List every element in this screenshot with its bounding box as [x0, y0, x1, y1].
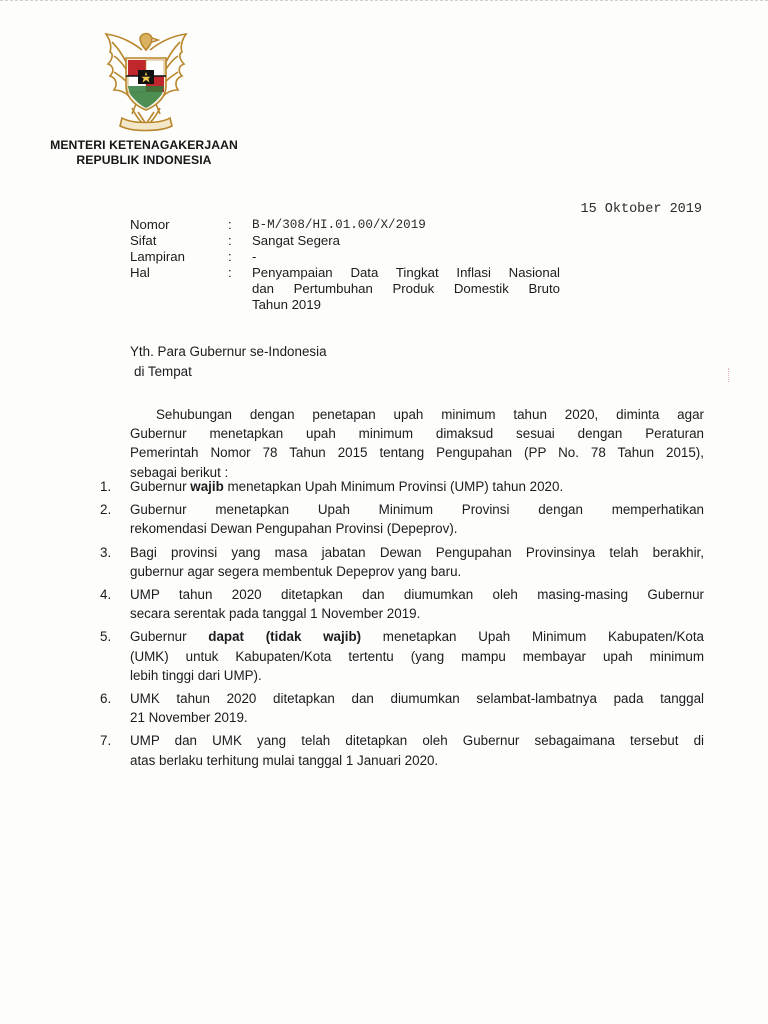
list-item-number: 7. [100, 733, 112, 749]
list-item-line: lebih tinggi dari UMP). [130, 667, 262, 683]
lampiran-label: Lampiran [130, 249, 185, 264]
hal-line: dan Pertumbuhan Produk Domestik Bruto [252, 281, 560, 296]
meta-row-nomor [130, 217, 570, 233]
garuda-emblem-icon [92, 28, 200, 134]
text-run: Gubernur [130, 629, 209, 645]
list-item-line: UMK tahun 2020 ditetapkan dan diumumkan selambat-lambatnya pada tanggal [130, 691, 704, 707]
sifat-label: Sifat [130, 233, 157, 248]
text-run: Gubernur [130, 479, 191, 494]
emphasis-text: wajib [190, 479, 224, 494]
list-item-text [130, 500, 704, 538]
intro-line: sebagai berikut : [130, 464, 229, 480]
list-item-line: gubernur agar segera membentuk Depeprov yang baru. [130, 563, 462, 579]
text-run: menetapkan Upah Minimum Kabupaten/Kota [361, 629, 705, 645]
list-item-line [130, 477, 704, 496]
letter-date: 15 Oktober 2019 [580, 202, 702, 217]
list-item-line: (UMK) untuk Kabupaten/Kota tertentu (yang mampu membayar upah minimum [130, 648, 704, 664]
list-item-text [130, 731, 704, 769]
intro-line: Pemerintah Nomor 78 Tahun 2015 tentang Pengupahan (PP No. 78 Tahun 2015), [130, 445, 704, 461]
scan-mark [728, 368, 731, 382]
list-item-text [130, 543, 704, 581]
list-item-line [130, 627, 704, 646]
meta-row-lampiran [130, 249, 570, 265]
list-item-number: 5. [100, 629, 112, 645]
ministry-title-line2: REPUBLIK INDONESIA [76, 153, 212, 167]
intro-line: Gubernur menetapkan upah minimum dimaksud sesuai dengan Peraturan [130, 426, 704, 442]
list-item-line: UMP dan UMK yang telah ditetapkan oleh Gubernur sebagaimana tersebut di [130, 733, 704, 749]
list-item-number: 2. [100, 502, 112, 518]
letter-metadata [130, 217, 570, 313]
addressee-block [130, 342, 327, 382]
list-item-line: atas berlaku terhitung mulai tanggal 1 Januari 2020. [130, 752, 439, 768]
list-item-line: secara serentak pada tanggal 1 November 2019. [130, 606, 421, 622]
list-item-line: rekomendasi Dewan Pengupahan Provinsi (Depeprov). [130, 521, 458, 537]
ministry-title-line1: MENTERI KETENAGAKERJAAN [50, 138, 238, 152]
list-item-line: 21 November 2019. [130, 710, 248, 726]
colon: : [228, 233, 232, 248]
list-item [100, 627, 704, 685]
text-run: menetapkan Upah Minimum Provinsi (UMP) tahun 2020. [223, 479, 564, 494]
list-item-text [130, 585, 704, 623]
hal-line: Tahun 2019 [252, 297, 321, 312]
list-item-line: Gubernur menetapkan Upah Minimum Provinsi dengan memperhatikan [130, 502, 704, 518]
addressee-line: Yth. Para Gubernur se-Indonesia [130, 344, 327, 359]
colon: : [228, 249, 232, 264]
list-item-text [130, 627, 704, 685]
hal-value [252, 265, 560, 313]
colon: : [228, 217, 232, 232]
hal-line: Penyampaian Data Tingkat Inflasi Nasional [252, 265, 560, 280]
colon: : [228, 265, 232, 280]
ministry-heading [30, 138, 258, 168]
addressee-place: di Tempat [134, 364, 192, 379]
intro-paragraph [130, 405, 704, 482]
meta-row-hal [130, 265, 570, 313]
numbered-list [100, 477, 704, 774]
nomor-label: Nomor [130, 217, 170, 232]
list-item-number: 6. [100, 691, 112, 707]
list-item [100, 477, 704, 496]
meta-row-sifat [130, 233, 570, 249]
list-item [100, 543, 704, 581]
nomor-value: B-M/308/HI.01.00/X/2019 [252, 218, 426, 232]
list-item [100, 731, 704, 769]
emphasis-text: dapat (tidak wajib) [208, 629, 362, 645]
sifat-value: Sangat Segera [252, 233, 340, 248]
list-item [100, 689, 704, 727]
list-item-number: 3. [100, 544, 112, 560]
page-top-edge [0, 0, 768, 4]
list-item-number: 4. [100, 587, 112, 603]
list-item-text [130, 689, 704, 727]
list-item-text [130, 477, 704, 496]
list-item-line: UMP tahun 2020 ditetapkan dan diumumkan oleh masing-masing Gubernur [130, 587, 704, 603]
list-item [100, 500, 704, 538]
hal-label: Hal [130, 265, 150, 280]
list-item-line: Bagi provinsi yang masa jabatan Dewan Pengupahan Provinsinya telah berakhir, [130, 544, 704, 560]
list-item [100, 585, 704, 623]
intro-line: Sehubungan dengan penetapan upah minimum tahun 2020, diminta agar [156, 407, 704, 422]
lampiran-value: - [252, 249, 257, 264]
list-item-number: 1. [100, 479, 112, 494]
